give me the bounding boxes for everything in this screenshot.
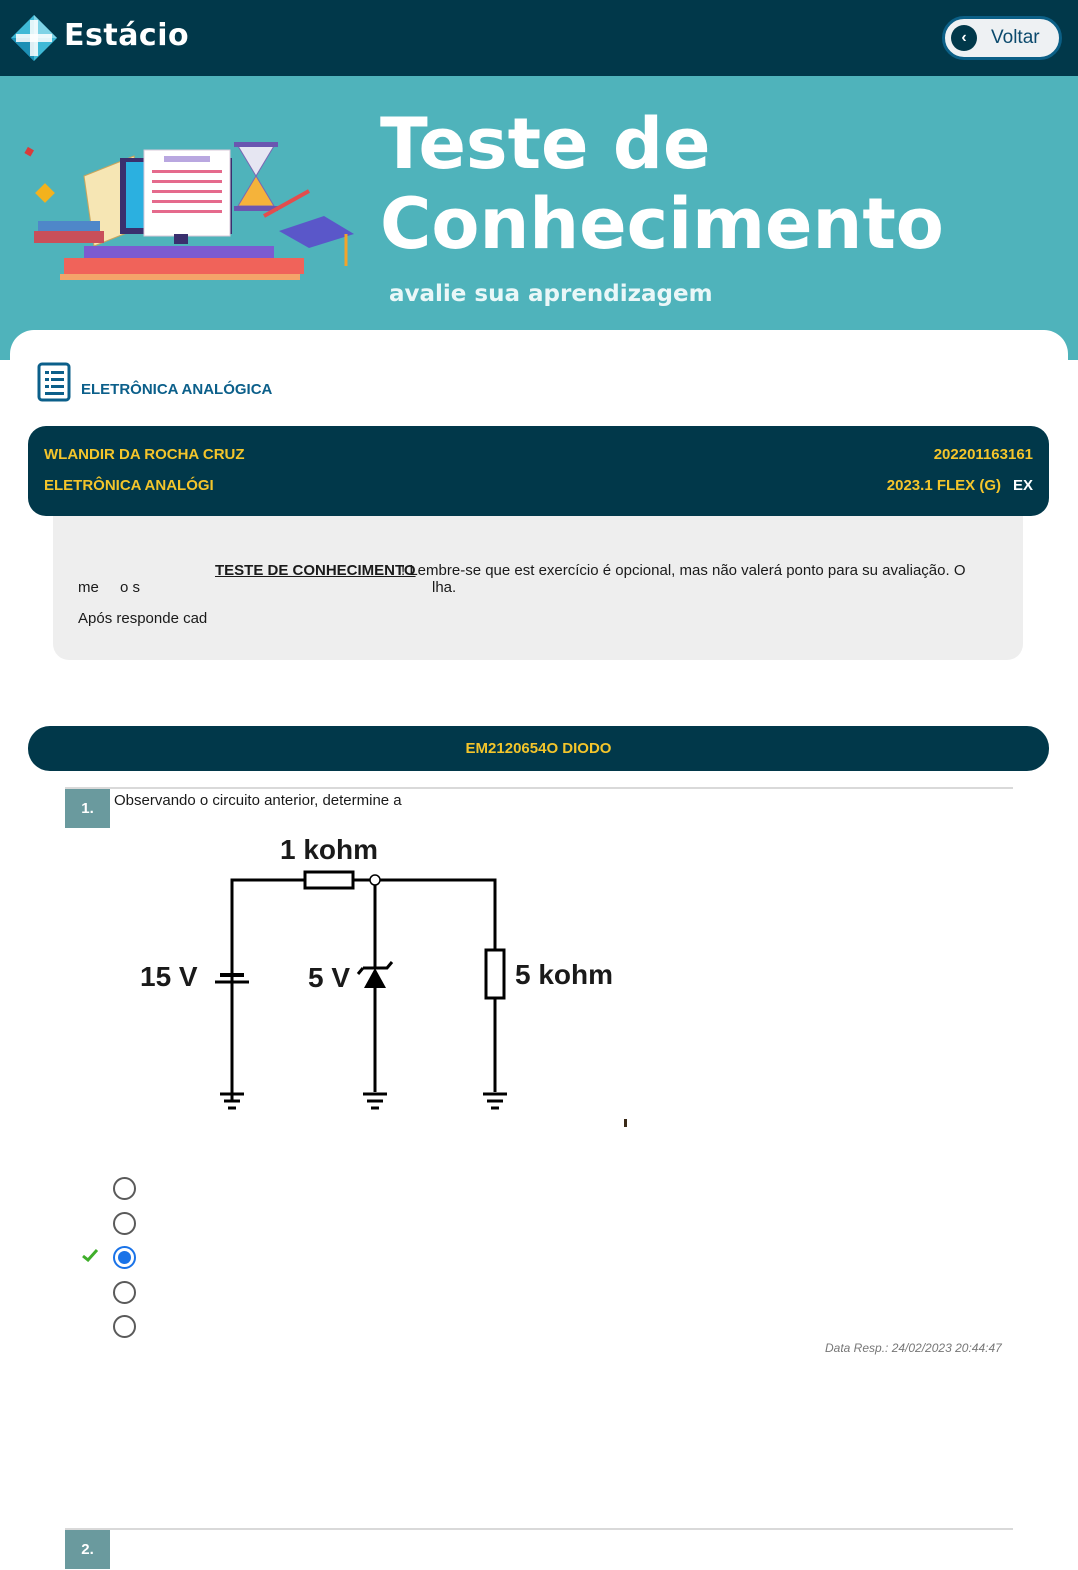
question-divider	[65, 787, 1013, 789]
question-text: Observando o circuito anterior, determine a	[114, 792, 402, 809]
hero-subtitle: avalie sua aprendizagem	[389, 281, 713, 307]
term-label: 2023.1 FLEX (G)	[886, 477, 1001, 494]
source-label: 15 V	[140, 961, 198, 992]
student-id: 202201163161	[933, 446, 1033, 463]
back-button-label: Voltar	[991, 27, 1040, 48]
resistor-2-label: 5 kohm	[515, 959, 614, 990]
chevron-left-icon: ‹	[951, 25, 977, 51]
instructions-notice	[53, 516, 1023, 660]
answer-option-d[interactable]	[113, 1281, 136, 1304]
course-title: ELETRÔNICA ANALÓGICA	[81, 381, 273, 398]
answer-option-b[interactable]	[113, 1212, 136, 1235]
notice-line3: Após responde cad	[78, 610, 208, 627]
section-header	[28, 726, 1049, 771]
hero-title-line1: Teste de	[380, 103, 711, 185]
student-name: WLANDIR DA ROCHA CRUZ	[44, 446, 245, 463]
notice-fragment-me: me	[78, 579, 99, 596]
correct-check-icon	[82, 1248, 98, 1262]
notice-text: ! Lembre-se que est exercício é opcional, mas não valerá ponto para su avaliação. O	[401, 562, 966, 579]
notice-fragment-lha: lha.	[432, 579, 457, 596]
response-date: Data Resp.: 24/02/2023 20:44:47	[825, 1341, 1002, 1355]
document-list-icon	[37, 362, 71, 402]
resistor-1-label: 1 kohm	[280, 834, 379, 865]
section-title: EM2120654O DIODO	[465, 740, 612, 757]
top-bar	[0, 0, 1078, 76]
discipline-name: ELETRÔNICA ANALÓGI	[44, 477, 214, 494]
notice-fragment-os: o s	[120, 579, 141, 596]
answer-option-a[interactable]	[113, 1177, 136, 1200]
mode-label: EX	[1012, 477, 1033, 494]
estacio-logo-icon	[10, 14, 58, 62]
question-number: 1.	[65, 789, 110, 828]
back-button[interactable]	[942, 16, 1062, 60]
hero-title	[380, 104, 944, 264]
answer-option-e[interactable]	[113, 1315, 136, 1338]
zener-label: 5 V	[308, 962, 351, 993]
brand-name: Estácio	[64, 18, 190, 53]
zener-circuit-diagram	[130, 830, 630, 1130]
hero-banner	[0, 76, 1078, 360]
study-illustration-icon	[24, 136, 364, 286]
student-info-box	[28, 426, 1049, 516]
question-number: 2.	[65, 1530, 110, 1569]
answer-option-c[interactable]	[113, 1246, 136, 1269]
question-divider	[65, 1528, 1013, 1530]
hero-title-line2: Conhecimento	[380, 183, 944, 265]
notice-bold: TESTE DE CONHECIMENTO	[215, 562, 416, 579]
